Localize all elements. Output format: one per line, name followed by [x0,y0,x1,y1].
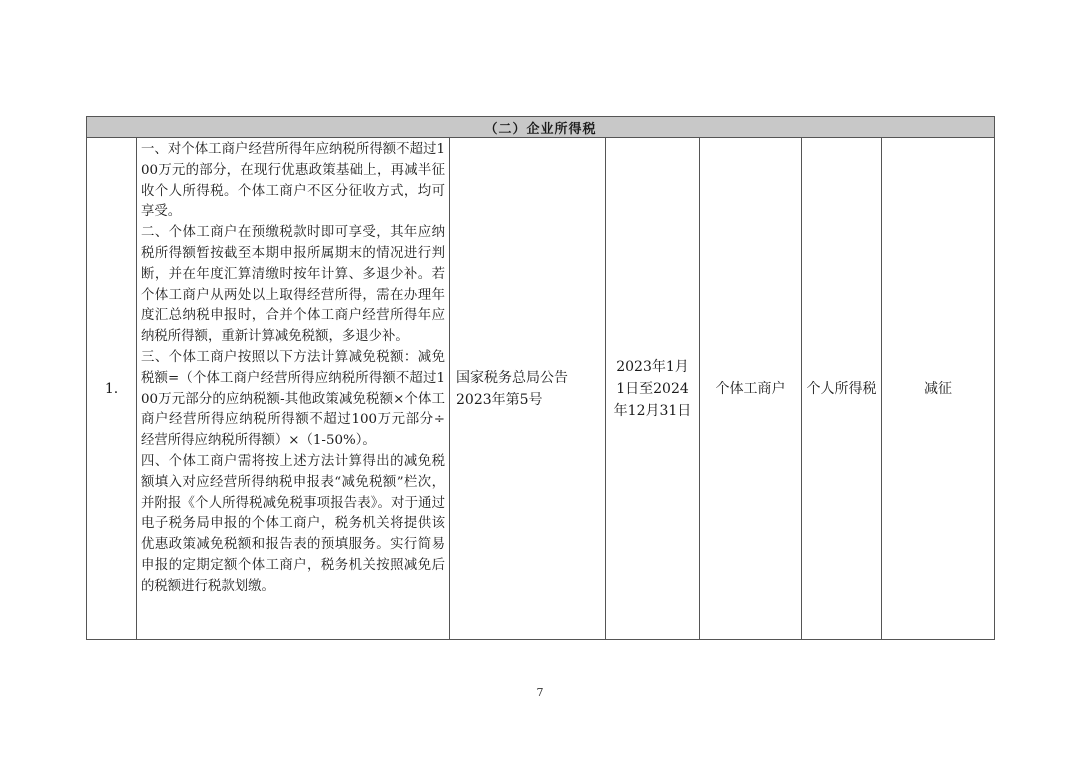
section-title: （二）企业所得税 [87,117,995,138]
policy-basis: 国家税务总局公告2023年第5号 [450,138,606,640]
preference-method: 减征 [882,138,995,640]
table-row [87,138,995,640]
content-paragraph-4: 四、个体工商户需将按上述方法计算得出的减免税额填入对应经营所得纳税申报表“减免税额”栏次，并附报《个人所得税减免税事项报告表》。对于通过电子税务局申报的个体工商户，税务机关将提供该优惠政策减免税额和报告表的预填服务。实行简易申报的定期定额个体工商户，税务机关按照减免后的税额进行税款划缴。 [141,453,445,594]
content-paragraph-3: 三、个体工商户按照以下方法计算减免税额：减免税额=（个体工商户经营所得应纳税所得额不超过100万元部分的应纳税额-其他政策减免税额×个体工商户经营所得应纳税所得额不超过100万元部分÷经营所得应纳税所得额）×（1-50%）。 [141,349,445,449]
content-paragraph-1: 一、对个体工商户经营所得年应纳税所得额不超过100万元的部分，在现行优惠政策基础上，再减半征收个人所得税。个体工商户不区分征收方式，均可享受。 [141,142,445,220]
row-index: 1. [87,138,137,640]
policy-table [86,116,995,640]
applicable-subject: 个体工商户 [700,138,802,640]
policy-content [137,138,450,640]
validity-period: 2023年1月1日至2024年12月31日 [606,138,700,640]
page-number: 7 [536,686,544,699]
section-header-row [87,117,995,138]
tax-type: 个人所得税 [802,138,882,640]
content-paragraph-2: 二、个体工商户在预缴税款时即可享受，其年应纳税所得额暂按截至本期申报所属期末的情况进行判断，并在年度汇算清缴时按年计算、多退少补。若个体工商户从两处以上取得经营所得，需在办理年度汇总纳税申报时，合并个体工商户经营所得年应纳税所得额，重新计算减免税额，多退少补。 [141,225,445,345]
